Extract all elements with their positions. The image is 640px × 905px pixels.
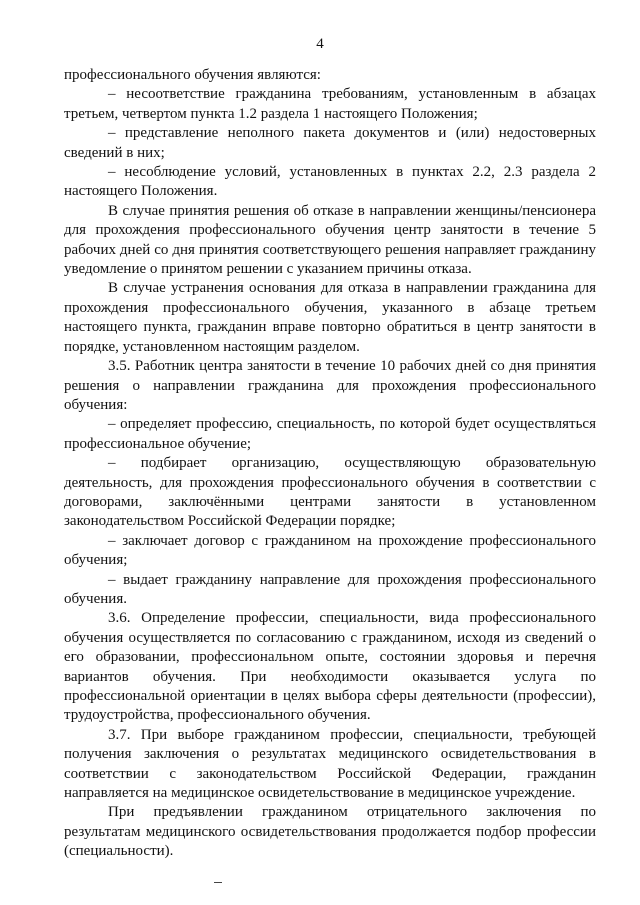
list-item-profession: – определяет профессию, специальность, по которой будет осуществляться профессиональное обучение; — [64, 416, 596, 452]
paragraph-negative-conclusion: При предъявлении гражданином отрицательного заключения по результатам медицинского освидетельствования продолжается подбор профессии (специальности). — [64, 804, 596, 860]
page-number: 4 — [316, 36, 324, 52]
clause-3-6: 3.6. Определение профессии, специальности, вида профессионального обучения осуществляется по согласованию с гражданином, исходя из сведений о его образовании, профессиональном опыте, состоянии здоровья и перечня вариантов обучения. При необходимости оказывается услуга по профессиональной ориентации в целях выбора сферы деятельности (профессии), трудоустройства, профессионального обучения. — [64, 610, 596, 724]
list-item-contract: – заключает договор с гражданином на прохождение профессионального обучения; — [64, 532, 596, 569]
list-item-requirements: – несоответствие гражданина требованиям, установленным в абзацах третьем, четвертом пункта 1.2 раздела 1 настоящего Положения; — [64, 86, 596, 122]
clause-3-5: 3.5. Работник центра занятости в течение 10 рабочих дней со дня принятия решения о направлении гражданина для прохождения профессионального обучения: — [64, 358, 596, 413]
paragraph-refusal-decision: В случае принятия решения об отказе в направлении женщины/пенсионера для прохождения профессионального обучения центр занятости в течение 5 рабочих дней со дня принятия соответствующего решения направляет гражданину уведомление о принятом решении с указанием причины отказа. — [64, 202, 596, 278]
paragraph-reapply: В случае устранения основания для отказа в направлении гражданина для прохождения профессионального обучения, указанного в абзаце третьем настоящего пункта, гражданин вправе повторно обратиться в центр занятости в порядке, установленном настоящим разделом. — [64, 280, 596, 355]
footer-mark — [214, 882, 222, 883]
clause-3-7: 3.7. При выборе гражданином профессии, специальности, требующей получения заключения о результатах медицинского освидетельствования в соответствии с законодательством Российской Федерации, гражданин направляется на медицинское освидетельствование в медицинское учреждение. — [64, 726, 596, 802]
list-item-incomplete-documents: – представление неполного пакета документов и (или) недостоверных сведений в них; — [64, 125, 596, 161]
list-item-organization: – подбирает организацию, осуществляющую образовательную деятельность, для прохождения профессионального обучения в соответствии с договорами, заключёнными центрами занятости в установленном законодательством Российской Федерации порядке; — [64, 455, 596, 530]
document-body — [64, 66, 596, 862]
list-item-conditions: – несоблюдение условий, установленных в пунктах 2.2, 2.3 раздела 2 настоящего Положения. — [64, 164, 596, 200]
paragraph-intro: профессионального обучения являются: — [64, 67, 321, 83]
list-item-referral: – выдает гражданину направление для прохождения профессионального обучения. — [64, 571, 596, 607]
